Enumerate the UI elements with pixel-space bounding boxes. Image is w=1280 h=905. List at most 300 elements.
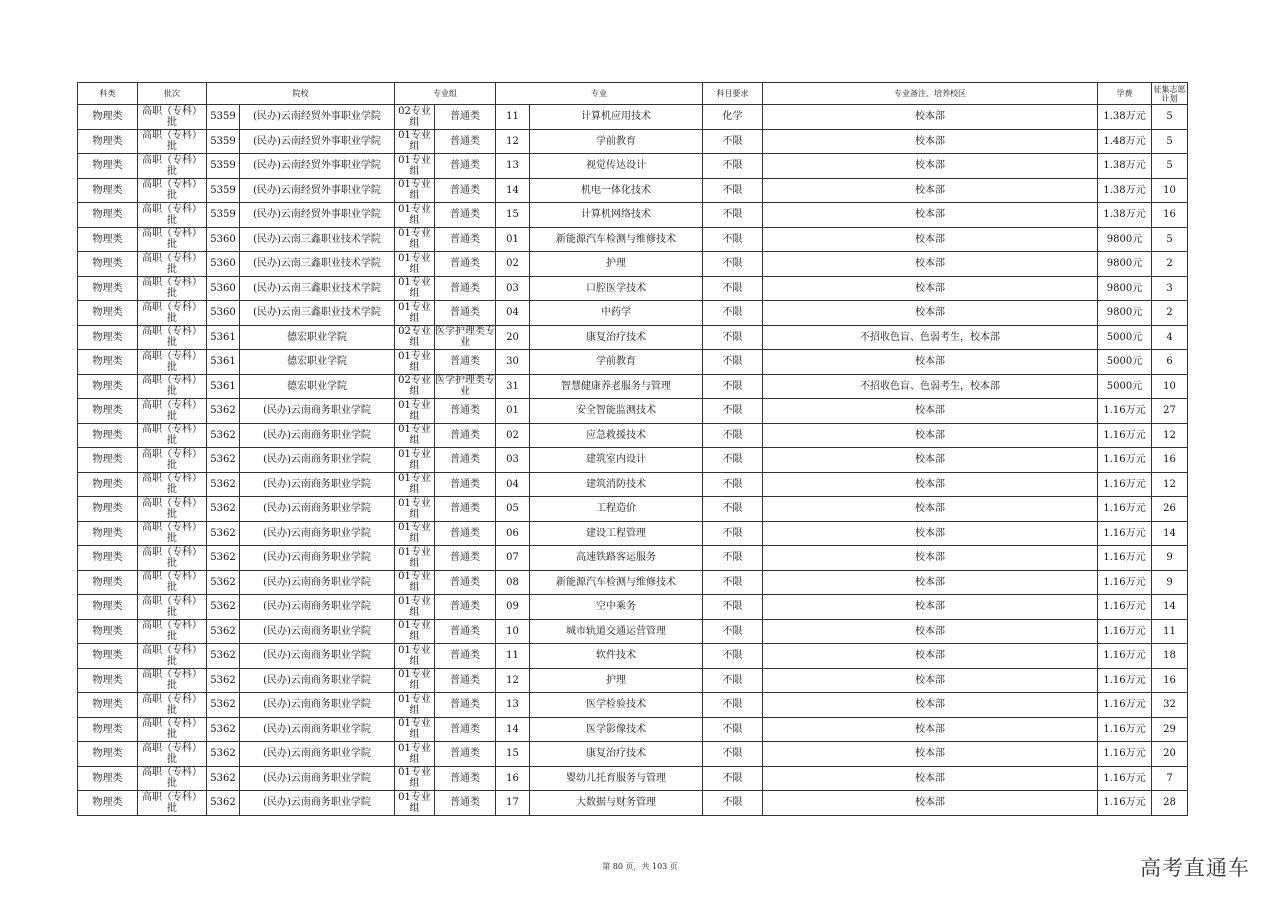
cell-tuition: 1.16万元 <box>1098 595 1152 620</box>
cell-tuition: 1.16万元 <box>1098 570 1152 595</box>
cell-tuition: 1.16万元 <box>1098 668 1152 693</box>
cell-group: 01专业组 <box>395 448 435 473</box>
cell-batch: 高职（专科）批 <box>138 668 207 693</box>
table-body <box>78 105 1188 816</box>
cell-category: 物理类 <box>78 448 138 473</box>
table-row <box>78 570 1188 595</box>
cell-school-name: (民办)云南经贸外事职业学院 <box>240 105 395 130</box>
cell-school-name: (民办)云南商务职业学院 <box>240 399 395 424</box>
cell-group: 01专业组 <box>395 742 435 767</box>
cell-group: 01专业组 <box>395 227 435 252</box>
cell-tuition: 1.16万元 <box>1098 791 1152 816</box>
cell-major-name: 工程造价 <box>530 497 703 522</box>
cell-batch: 高职（专科）批 <box>138 448 207 473</box>
cell-school-code: 5362 <box>207 497 240 522</box>
cell-group: 01专业组 <box>395 399 435 424</box>
cell-category: 物理类 <box>78 570 138 595</box>
cell-school-name: (民办)云南商务职业学院 <box>240 546 395 571</box>
cell-subject-requirement: 不限 <box>703 472 763 497</box>
table-row <box>78 717 1188 742</box>
cell-group-type: 医学护理类专业 <box>435 326 495 349</box>
cell-subject-requirement: 不限 <box>703 497 763 522</box>
cell-school-name: (民办)云南商务职业学院 <box>240 497 395 522</box>
cell-tuition: 9800元 <box>1098 301 1152 326</box>
cell-major-name: 学前教育 <box>530 350 703 375</box>
cell-subject-requirement: 不限 <box>703 325 763 350</box>
cell-group: 01专业组 <box>395 276 435 301</box>
cell-subject-requirement: 不限 <box>703 717 763 742</box>
cell-plan-count: 20 <box>1152 742 1188 767</box>
cell-remarks-campus: 校本部 <box>763 546 1098 571</box>
cell-group: 02专业组 <box>395 374 435 399</box>
cell-school-name: (民办)云南三鑫职业技术学院 <box>240 252 395 277</box>
cell-tuition: 1.38万元 <box>1098 203 1152 228</box>
table-row <box>78 644 1188 669</box>
cell-school-name: (民办)云南三鑫职业技术学院 <box>240 301 395 326</box>
cell-group: 01专业组 <box>395 766 435 791</box>
cell-tuition: 9800元 <box>1098 227 1152 252</box>
cell-batch: 高职（专科）批 <box>138 325 207 350</box>
cell-plan-count: 29 <box>1152 717 1188 742</box>
table-row <box>78 227 1188 252</box>
cell-plan-count: 9 <box>1152 570 1188 595</box>
cell-subject-requirement: 不限 <box>703 399 763 424</box>
cell-remarks-campus: 校本部 <box>763 227 1098 252</box>
cell-school-code: 5362 <box>207 472 240 497</box>
cell-school-code: 5360 <box>207 252 240 277</box>
cell-category: 物理类 <box>78 497 138 522</box>
cell-major-code: 08 <box>496 570 530 595</box>
cell-tuition: 5000元 <box>1098 374 1152 399</box>
cell-group: 01专业组 <box>395 178 435 203</box>
table-row <box>78 301 1188 326</box>
cell-subject-requirement: 不限 <box>703 668 763 693</box>
cell-tuition: 1.48万元 <box>1098 129 1152 154</box>
cell-school-name: (民办)云南经贸外事职业学院 <box>240 154 395 179</box>
page-footer: 第 80 页，共 103 页 <box>602 862 678 871</box>
cell-major-name: 婴幼儿托育服务与管理 <box>530 766 703 791</box>
cell-group-type: 普通类 <box>435 154 496 179</box>
cell-group: 01专业组 <box>395 546 435 571</box>
cell-remarks-campus: 校本部 <box>763 742 1098 767</box>
cell-major-code: 07 <box>496 546 530 571</box>
cell-group-type: 普通类 <box>435 546 496 571</box>
cell-group: 01专业组 <box>395 423 435 448</box>
cell-group-type: 普通类 <box>435 423 496 448</box>
cell-remarks-campus: 不招收色盲、色弱考生，校本部 <box>763 325 1098 350</box>
cell-tuition: 1.16万元 <box>1098 717 1152 742</box>
cell-school-name: 德宏职业学院 <box>240 350 395 375</box>
cell-subject-requirement: 不限 <box>703 374 763 399</box>
cell-major-code: 03 <box>496 276 530 301</box>
cell-school-name: (民办)云南商务职业学院 <box>240 570 395 595</box>
cell-group: 01专业组 <box>395 350 435 375</box>
cell-school-code: 5362 <box>207 619 240 644</box>
table-row <box>78 178 1188 203</box>
cell-tuition: 1.38万元 <box>1098 178 1152 203</box>
cell-school-code: 5362 <box>207 448 240 473</box>
table-row <box>78 742 1188 767</box>
cell-school-code: 5360 <box>207 227 240 252</box>
cell-school-name: (民办)云南商务职业学院 <box>240 423 395 448</box>
cell-batch: 高职（专科）批 <box>138 521 207 546</box>
cell-group-type: 普通类 <box>435 399 496 424</box>
cell-school-name: 德宏职业学院 <box>240 325 395 350</box>
cell-major-code: 04 <box>496 472 530 497</box>
cell-school-code: 5362 <box>207 399 240 424</box>
cell-plan-count: 9 <box>1152 546 1188 571</box>
cell-group-type: 普通类 <box>435 619 496 644</box>
cell-subject-requirement: 不限 <box>703 448 763 473</box>
cell-category: 物理类 <box>78 644 138 669</box>
cell-category: 物理类 <box>78 374 138 399</box>
cell-school-code: 5361 <box>207 325 240 350</box>
cell-subject-requirement: 不限 <box>703 619 763 644</box>
cell-major-code: 12 <box>496 129 530 154</box>
cell-major-code: 02 <box>496 423 530 448</box>
cell-batch: 高职（专科）批 <box>138 717 207 742</box>
cell-major-code: 31 <box>496 374 530 399</box>
cell-school-name: (民办)云南商务职业学院 <box>240 644 395 669</box>
cell-major-code: 04 <box>496 301 530 326</box>
cell-school-code: 5361 <box>207 374 240 399</box>
cell-plan-count: 5 <box>1152 227 1188 252</box>
header-subject-requirement: 科目要求 <box>703 83 763 105</box>
cell-school-code: 5362 <box>207 717 240 742</box>
header-major-group: 专业组 <box>395 83 496 105</box>
cell-batch: 高职（专科）批 <box>138 350 207 375</box>
cell-group: 01专业组 <box>395 497 435 522</box>
cell-major-code: 14 <box>496 178 530 203</box>
cell-school-name: (民办)云南三鑫职业技术学院 <box>240 276 395 301</box>
table-row <box>78 472 1188 497</box>
cell-tuition: 1.16万元 <box>1098 472 1152 497</box>
cell-remarks-campus: 校本部 <box>763 252 1098 277</box>
cell-plan-count: 16 <box>1152 448 1188 473</box>
cell-plan-count: 12 <box>1152 423 1188 448</box>
cell-major-name: 新能源汽车检测与维修技术 <box>530 227 703 252</box>
header-batch: 批次 <box>138 83 207 105</box>
admission-plan-table <box>77 82 1188 816</box>
cell-school-name: (民办)云南商务职业学院 <box>240 717 395 742</box>
cell-plan-count: 32 <box>1152 693 1188 718</box>
cell-tuition: 1.16万元 <box>1098 497 1152 522</box>
cell-major-code: 10 <box>496 619 530 644</box>
cell-group-type: 普通类 <box>435 105 496 130</box>
cell-major-name: 城市轨道交通运营管理 <box>530 619 703 644</box>
cell-major-name: 口腔医学技术 <box>530 276 703 301</box>
cell-batch: 高职（专科）批 <box>138 252 207 277</box>
cell-category: 物理类 <box>78 301 138 326</box>
cell-school-code: 5359 <box>207 105 240 130</box>
cell-plan-count: 4 <box>1152 325 1188 350</box>
cell-category: 物理类 <box>78 619 138 644</box>
cell-major-code: 11 <box>496 105 530 130</box>
cell-batch: 高职（专科）批 <box>138 423 207 448</box>
table-row <box>78 497 1188 522</box>
cell-category: 物理类 <box>78 154 138 179</box>
cell-category: 物理类 <box>78 423 138 448</box>
cell-school-name: (民办)云南经贸外事职业学院 <box>240 203 395 228</box>
cell-remarks-campus: 校本部 <box>763 717 1098 742</box>
cell-subject-requirement: 不限 <box>703 276 763 301</box>
cell-group: 01专业组 <box>395 717 435 742</box>
cell-batch: 高职（专科）批 <box>138 178 207 203</box>
cell-remarks-campus: 校本部 <box>763 203 1098 228</box>
cell-school-code: 5362 <box>207 742 240 767</box>
cell-group-type: 普通类 <box>435 497 496 522</box>
cell-major-name: 康复治疗技术 <box>530 742 703 767</box>
table-row <box>78 105 1188 130</box>
cell-tuition: 5000元 <box>1098 350 1152 375</box>
cell-major-code: 01 <box>496 227 530 252</box>
cell-batch: 高职（专科）批 <box>138 154 207 179</box>
cell-remarks-campus: 校本部 <box>763 595 1098 620</box>
cell-tuition: 1.16万元 <box>1098 619 1152 644</box>
cell-category: 物理类 <box>78 766 138 791</box>
cell-subject-requirement: 不限 <box>703 154 763 179</box>
cell-group-type: 普通类 <box>435 472 496 497</box>
cell-subject-requirement: 化学 <box>703 105 763 130</box>
cell-group-type: 普通类 <box>435 350 496 375</box>
cell-tuition: 1.16万元 <box>1098 644 1152 669</box>
cell-batch: 高职（专科）批 <box>138 276 207 301</box>
cell-subject-requirement: 不限 <box>703 791 763 816</box>
cell-plan-count: 18 <box>1152 644 1188 669</box>
cell-plan-count: 14 <box>1152 521 1188 546</box>
table-row <box>78 374 1188 399</box>
cell-major-name: 建筑室内设计 <box>530 448 703 473</box>
cell-group-type: 普通类 <box>435 717 496 742</box>
cell-group: 01专业组 <box>395 619 435 644</box>
cell-school-name: (民办)云南商务职业学院 <box>240 619 395 644</box>
cell-remarks-campus: 校本部 <box>763 472 1098 497</box>
cell-major-name: 视觉传达设计 <box>530 154 703 179</box>
cell-group: 01专业组 <box>395 472 435 497</box>
cell-school-name: (民办)云南商务职业学院 <box>240 521 395 546</box>
cell-category: 物理类 <box>78 350 138 375</box>
cell-tuition: 1.16万元 <box>1098 766 1152 791</box>
cell-tuition: 9800元 <box>1098 252 1152 277</box>
cell-major-name: 医学影像技术 <box>530 717 703 742</box>
cell-major-code: 02 <box>496 252 530 277</box>
cell-school-code: 5359 <box>207 154 240 179</box>
cell-group: 01专业组 <box>395 154 435 179</box>
table-row <box>78 791 1188 816</box>
cell-school-code: 5359 <box>207 203 240 228</box>
cell-major-name: 护理 <box>530 252 703 277</box>
cell-group: 01专业组 <box>395 644 435 669</box>
cell-remarks-campus: 校本部 <box>763 521 1098 546</box>
cell-tuition: 5000元 <box>1098 325 1152 350</box>
cell-category: 物理类 <box>78 325 138 350</box>
cell-batch: 高职（专科）批 <box>138 693 207 718</box>
header-category: 科类 <box>78 83 138 105</box>
cell-school-code: 5362 <box>207 570 240 595</box>
cell-plan-count: 5 <box>1152 129 1188 154</box>
cell-batch: 高职（专科）批 <box>138 766 207 791</box>
cell-remarks-campus: 校本部 <box>763 766 1098 791</box>
cell-group-type: 普通类 <box>435 129 496 154</box>
cell-school-name: (民办)云南商务职业学院 <box>240 472 395 497</box>
cell-plan-count: 5 <box>1152 154 1188 179</box>
cell-group-type: 普通类 <box>435 301 496 326</box>
cell-subject-requirement: 不限 <box>703 521 763 546</box>
cell-batch: 高职（专科）批 <box>138 570 207 595</box>
cell-subject-requirement: 不限 <box>703 570 763 595</box>
cell-group-type: 普通类 <box>435 227 496 252</box>
cell-major-code: 15 <box>496 742 530 767</box>
cell-group-type: 普通类 <box>435 668 496 693</box>
table-row <box>78 276 1188 301</box>
table-row <box>78 154 1188 179</box>
cell-plan-count: 3 <box>1152 276 1188 301</box>
table-row <box>78 595 1188 620</box>
cell-group-type: 普通类 <box>435 521 496 546</box>
cell-major-name: 应急救援技术 <box>530 423 703 448</box>
table-row <box>78 619 1188 644</box>
cell-major-name: 护理 <box>530 668 703 693</box>
cell-subject-requirement: 不限 <box>703 227 763 252</box>
cell-major-name: 中药学 <box>530 301 703 326</box>
cell-school-name: (民办)云南商务职业学院 <box>240 668 395 693</box>
cell-school-code: 5362 <box>207 423 240 448</box>
cell-remarks-campus: 校本部 <box>763 570 1098 595</box>
cell-major-code: 12 <box>496 668 530 693</box>
cell-major-name: 建筑消防技术 <box>530 472 703 497</box>
cell-plan-count: 10 <box>1152 178 1188 203</box>
cell-subject-requirement: 不限 <box>703 129 763 154</box>
cell-group-type: 普通类 <box>435 742 496 767</box>
table-row <box>78 423 1188 448</box>
cell-school-code: 5362 <box>207 668 240 693</box>
cell-major-name: 建设工程管理 <box>530 521 703 546</box>
cell-major-code: 13 <box>496 693 530 718</box>
cell-group: 01专业组 <box>395 301 435 326</box>
cell-plan-count: 27 <box>1152 399 1188 424</box>
cell-remarks-campus: 校本部 <box>763 619 1098 644</box>
cell-plan-count: 10 <box>1152 374 1188 399</box>
cell-tuition: 1.16万元 <box>1098 399 1152 424</box>
cell-group-type: 普通类 <box>435 203 496 228</box>
cell-group: 02专业组 <box>395 105 435 130</box>
cell-major-code: 13 <box>496 154 530 179</box>
cell-plan-count: 2 <box>1152 252 1188 277</box>
cell-batch: 高职（专科）批 <box>138 497 207 522</box>
cell-school-code: 5361 <box>207 350 240 375</box>
cell-school-name: (民办)云南经贸外事职业学院 <box>240 178 395 203</box>
cell-batch: 高职（专科）批 <box>138 644 207 669</box>
cell-group-type: 普通类 <box>435 276 496 301</box>
cell-batch: 高职（专科）批 <box>138 742 207 767</box>
cell-group: 01专业组 <box>395 693 435 718</box>
cell-major-code: 17 <box>496 791 530 816</box>
cell-tuition: 1.16万元 <box>1098 742 1152 767</box>
cell-category: 物理类 <box>78 791 138 816</box>
table-row <box>78 129 1188 154</box>
cell-group: 01专业组 <box>395 570 435 595</box>
cell-subject-requirement: 不限 <box>703 178 763 203</box>
cell-batch: 高职（专科）批 <box>138 546 207 571</box>
cell-tuition: 1.16万元 <box>1098 521 1152 546</box>
cell-plan-count: 11 <box>1152 619 1188 644</box>
cell-tuition: 1.16万元 <box>1098 693 1152 718</box>
cell-subject-requirement: 不限 <box>703 350 763 375</box>
cell-plan-count: 5 <box>1152 105 1188 130</box>
cell-subject-requirement: 不限 <box>703 252 763 277</box>
table-row <box>78 546 1188 571</box>
table-row <box>78 350 1188 375</box>
cell-batch: 高职（专科）批 <box>138 203 207 228</box>
cell-major-name: 康复治疗技术 <box>530 325 703 350</box>
cell-remarks-campus: 校本部 <box>763 644 1098 669</box>
cell-plan-count: 2 <box>1152 301 1188 326</box>
cell-group-type: 普通类 <box>435 448 496 473</box>
table-row <box>78 521 1188 546</box>
cell-school-name: (民办)云南商务职业学院 <box>240 742 395 767</box>
cell-school-code: 5359 <box>207 129 240 154</box>
cell-category: 物理类 <box>78 472 138 497</box>
cell-group-type: 医学护理类专业 <box>435 375 495 398</box>
cell-batch: 高职（专科）批 <box>138 619 207 644</box>
cell-category: 物理类 <box>78 546 138 571</box>
cell-plan-count: 28 <box>1152 791 1188 816</box>
cell-plan-count: 7 <box>1152 766 1188 791</box>
cell-remarks-campus: 校本部 <box>763 350 1098 375</box>
header-plan-count: 征集志愿计划 <box>1153 84 1186 103</box>
cell-category: 物理类 <box>78 693 138 718</box>
cell-tuition: 1.38万元 <box>1098 154 1152 179</box>
cell-remarks-campus: 不招收色盲、色弱考生，校本部 <box>763 374 1098 399</box>
cell-subject-requirement: 不限 <box>703 203 763 228</box>
cell-category: 物理类 <box>78 276 138 301</box>
cell-category: 物理类 <box>78 203 138 228</box>
cell-group-type: 普通类 <box>435 595 496 620</box>
cell-remarks-campus: 校本部 <box>763 105 1098 130</box>
cell-school-name: (民办)云南商务职业学院 <box>240 791 395 816</box>
cell-remarks-campus: 校本部 <box>763 301 1098 326</box>
table-row <box>78 448 1188 473</box>
cell-remarks-campus: 校本部 <box>763 791 1098 816</box>
cell-major-code: 16 <box>496 766 530 791</box>
cell-major-name: 机电一体化技术 <box>530 178 703 203</box>
watermark-logo-text: 高考直通车 <box>1140 856 1250 880</box>
cell-school-code: 5362 <box>207 546 240 571</box>
table-row <box>78 203 1188 228</box>
cell-subject-requirement: 不限 <box>703 595 763 620</box>
cell-category: 物理类 <box>78 227 138 252</box>
cell-category: 物理类 <box>78 105 138 130</box>
cell-remarks-campus: 校本部 <box>763 423 1098 448</box>
cell-major-name: 空中乘务 <box>530 595 703 620</box>
cell-remarks-campus: 校本部 <box>763 276 1098 301</box>
cell-remarks-campus: 校本部 <box>763 154 1098 179</box>
cell-batch: 高职（专科）批 <box>138 399 207 424</box>
cell-batch: 高职（专科）批 <box>138 791 207 816</box>
cell-tuition: 1.16万元 <box>1098 448 1152 473</box>
cell-major-code: 05 <box>496 497 530 522</box>
cell-tuition: 1.16万元 <box>1098 546 1152 571</box>
table-row <box>78 252 1188 277</box>
cell-plan-count: 14 <box>1152 595 1188 620</box>
cell-remarks-campus: 校本部 <box>763 178 1098 203</box>
cell-school-code: 5359 <box>207 178 240 203</box>
cell-school-code: 5360 <box>207 301 240 326</box>
cell-remarks-campus: 校本部 <box>763 668 1098 693</box>
cell-school-code: 5360 <box>207 276 240 301</box>
cell-plan-count: 6 <box>1152 350 1188 375</box>
header-major: 专业 <box>496 83 703 105</box>
